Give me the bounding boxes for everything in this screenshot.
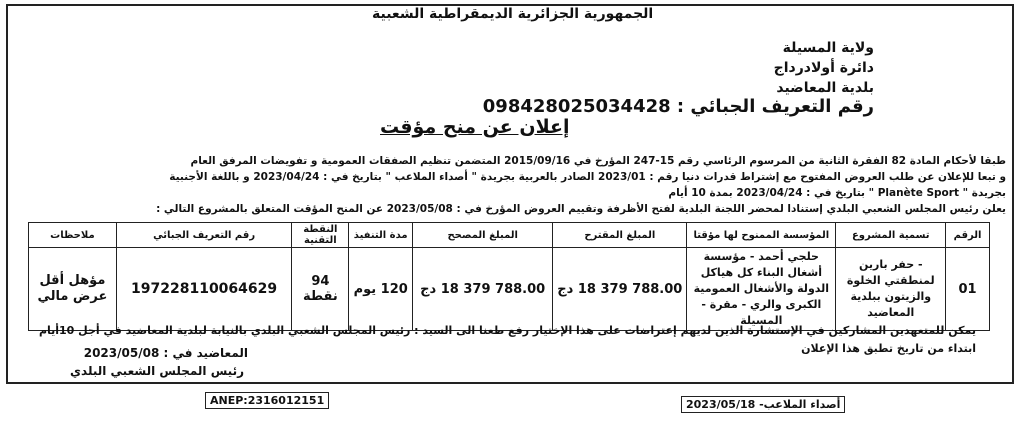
cell-notes: مؤهل أقل عرض مالي [29, 248, 117, 331]
body-line-2: و تبعا للإعلان عن طلب العروض المفتوح مع إشتراط قدرات دنيا رقم : 2023/01 الصادر بالعربية بجريدة " أصداء الملاعب " بتاريخ في : 2023/04/24 و باللغة الأجنبية [169, 171, 1006, 183]
appeal-notice-cont: ابتداء من تاريخ تطبق هذا الإعلان [801, 342, 976, 355]
header-proposed: المبلغ المقترح [553, 223, 687, 248]
header-score: النقطة التقنية [292, 223, 349, 248]
announcement-title: إعلان عن منح مؤقت [380, 116, 570, 138]
body-line-4: يعلن رئيس المجلس الشعبي البلدي إستنادا لمحضر اللجنة البلدية لفتح الأظرفة وتقييم العروض المؤرخ في : 2023/05/08 عن المنح المؤقت المتعلق بالمشروع التالي : [156, 203, 1006, 215]
header-notes: ملاحظات [29, 223, 117, 248]
daira-name: دائرة أولادرداج [773, 60, 874, 76]
header-nif: رقم التعريف الجبائي [116, 223, 292, 248]
cell-company: حلجي أحمد - مؤسسة أشغال البناء كل هياكل الدولة والأشغال العمومية الكبرى والري - مقرة - المسيلة [687, 248, 836, 331]
table-row [29, 248, 990, 331]
cell-nif: 197228110064629 [116, 248, 292, 331]
cell-num: 01 [946, 248, 990, 331]
cell-score: 94 نقطة [292, 248, 349, 331]
award-table [28, 222, 990, 331]
header-corrected: المبلغ المصحح [413, 223, 553, 248]
cell-corrected: 788.00 379 18 دج [413, 248, 553, 331]
header-num: الرقم [946, 223, 990, 248]
header-project: تسمية المشروع [836, 223, 946, 248]
republic-title: الجمهورية الجزائرية الديمقراطية الشعبية [372, 6, 654, 22]
wilaya-name: ولاية المسيلة [782, 40, 874, 56]
header-company: المؤسسة الممنوح لها مؤقتا [687, 223, 836, 248]
body-line-1: طبقا لأحكام المادة 82 الفقرة الثانية من المرسوم الرئاسي رقم 15-247 المؤرخ في 2015/09/16 المتضمن تنظيم الصفقات العمومية و تفويضات المرفق العام [190, 155, 1006, 167]
cell-proposed: 788.00 379 18 دج [553, 248, 687, 331]
commune-name: بلدية المعاضيد [776, 80, 874, 96]
header-duration: مدة التنفيذ [349, 223, 413, 248]
signature-title: رئيس المجلس الشعبي البلدي [70, 364, 244, 378]
table-header-row [29, 223, 990, 248]
cell-duration: 120 يوم [349, 248, 413, 331]
tax-id: رقم التعريف الجبائي : 098428025034428 [482, 96, 874, 117]
cell-project: - حفر بارين لمنطقتي الخلوة والزيتون ببلدية المعاضيد [836, 248, 946, 331]
anep-code: ANEP:2316012151 [205, 392, 329, 409]
appeal-notice: يمكن للمتعهدين المشاركين في الإستشارة الذين لديهم إعتراضات على هذا الإختيار رفع طعنا الى السيد : رئيس المجلس الشعبي البلدي بالنيابة لبلدية المعاضيد في أجل 10أيام [38, 324, 976, 337]
body-line-3: بجريدة " Planète Sport " بتاريخ في : 2023/04/24 بمدة 10 أيام [668, 187, 1006, 199]
source-reference: أصداء الملاعب- 2023/05/18 [681, 396, 845, 413]
signature-date: المعاضيد في : 2023/05/08 [83, 346, 248, 360]
